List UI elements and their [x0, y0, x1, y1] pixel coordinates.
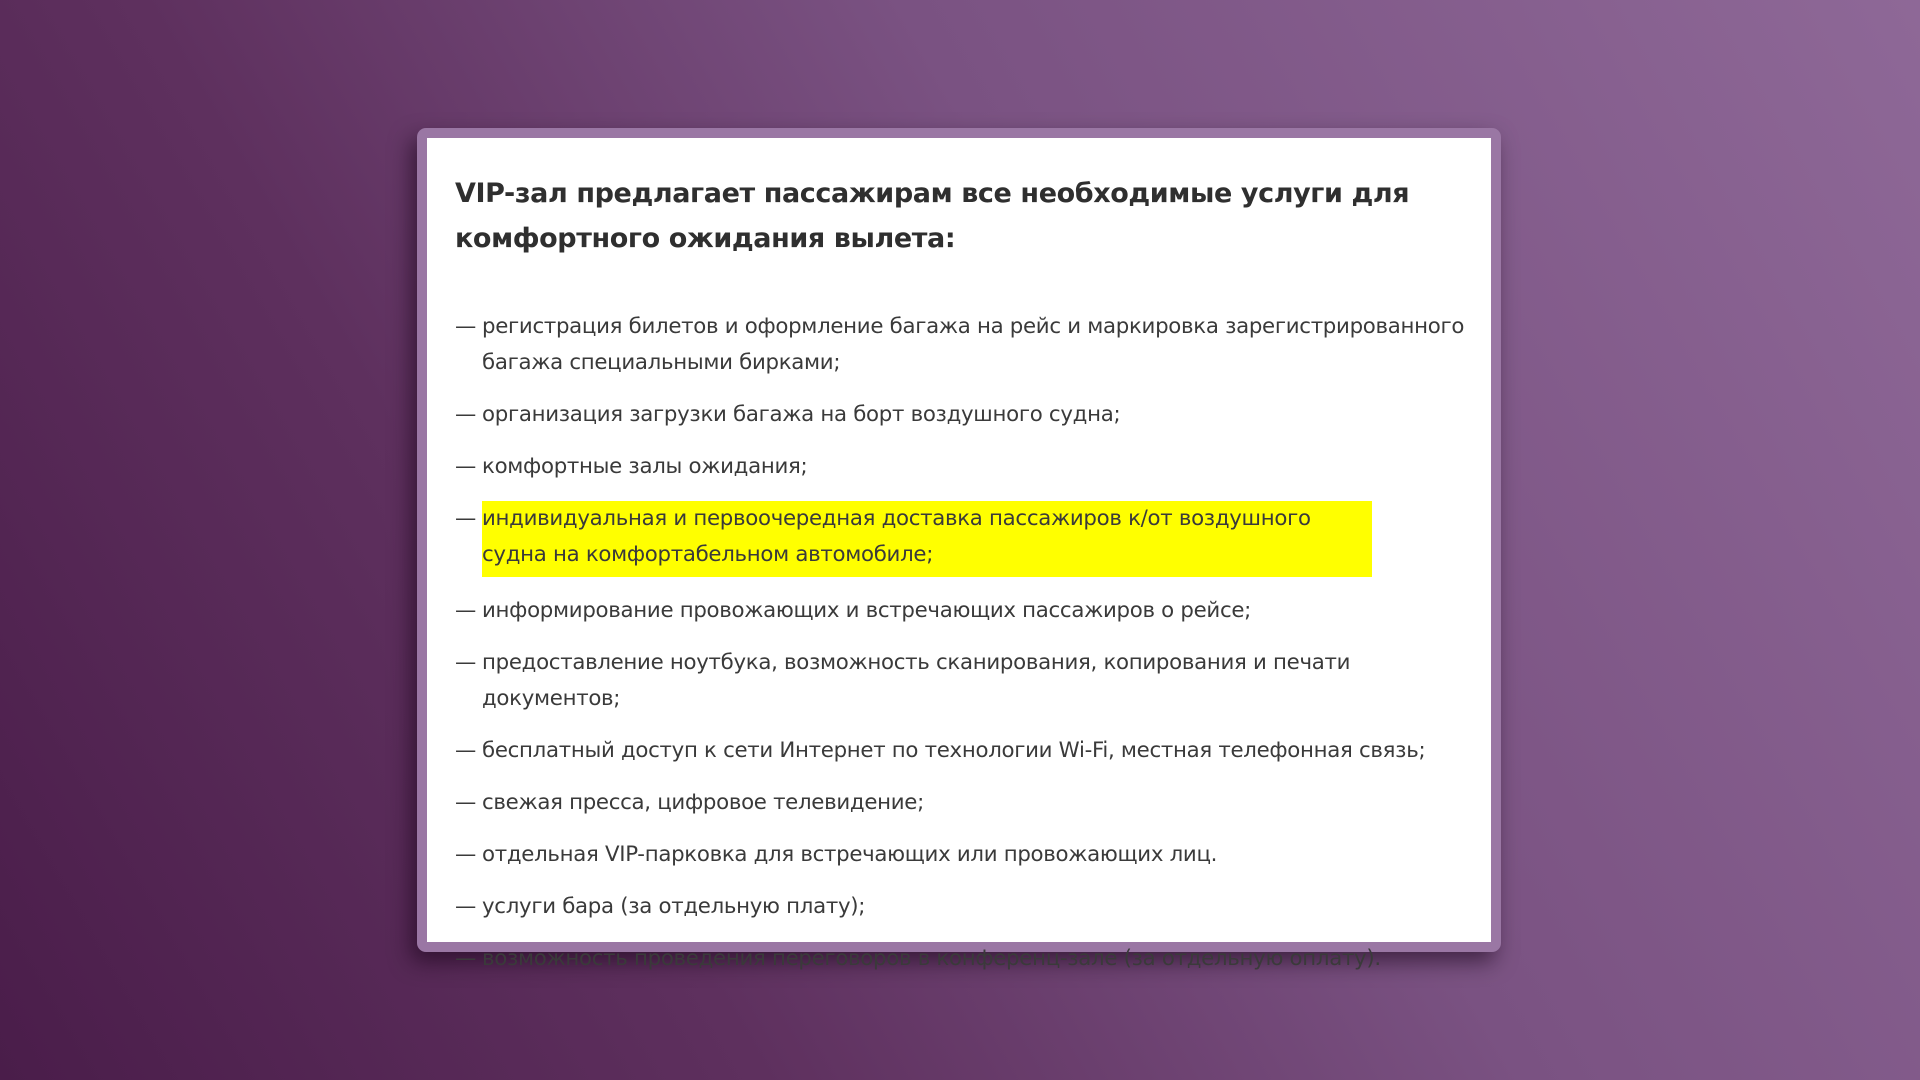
list-item	[455, 889, 1491, 925]
dash-bullet: —	[455, 790, 476, 815]
dash-bullet: —	[455, 738, 476, 763]
dash-bullet: —	[455, 454, 476, 479]
dash-bullet: —	[455, 894, 476, 919]
dash-bullet: —	[455, 506, 476, 531]
list-item	[455, 941, 1491, 977]
list-item-text: комфортные залы ожидания;	[482, 454, 808, 479]
list-item	[455, 837, 1491, 873]
list-item	[455, 397, 1491, 433]
list-item-text: отдельная VIP-парковка для встречающих или провожающих лиц.	[482, 842, 1218, 867]
list-item	[455, 593, 1491, 629]
dash-bullet: —	[455, 598, 476, 623]
list-item-text: регистрация билетов и оформление багажа на рейс и маркировка зарегистрированного багажа специальными бирками;	[482, 314, 1465, 375]
list-item-text: организация загрузки багажа на борт воздушного судна;	[482, 402, 1121, 427]
list-item-text: свежая пресса, цифровое телевидение;	[482, 790, 924, 815]
list-item-text: бесплатный доступ к сети Интернет по технологии Wi-Fi, местная телефонная связь;	[482, 738, 1426, 763]
dash-bullet: —	[455, 314, 476, 339]
content-card	[427, 138, 1491, 971]
list-item-text: предоставление ноутбука, возможность сканирования, копирования и печати документов;	[482, 650, 1351, 711]
dash-bullet: —	[455, 650, 476, 675]
content-card-frame	[417, 128, 1501, 971]
highlighted-text: индивидуальная и первоочередная доставка пассажиров к/от воздушного судна на комфортабельном автомобиле;	[482, 501, 1372, 577]
list-item	[455, 449, 1491, 485]
card-heading: VIP-зал предлагает пассажирам все необходимые услуги для комфортного ожидания вылета:	[455, 178, 1410, 254]
list-item	[455, 785, 1491, 821]
list-item-text: услуги бара (за отдельную плату);	[482, 894, 866, 919]
dash-bullet: —	[455, 842, 476, 867]
list-item-text: информирование провожающих и встречающих пассажиров о рейсе;	[482, 598, 1252, 623]
list-item	[455, 733, 1491, 769]
list-item	[455, 309, 1491, 381]
list-item-highlighted	[455, 501, 1491, 577]
services-list	[455, 309, 1491, 977]
dash-bullet: —	[455, 946, 476, 971]
dash-bullet: —	[455, 402, 476, 427]
list-item-text: возможность проведения переговоров в конференц-зале (за отдельную оплату).	[482, 946, 1381, 971]
list-item	[455, 645, 1491, 717]
